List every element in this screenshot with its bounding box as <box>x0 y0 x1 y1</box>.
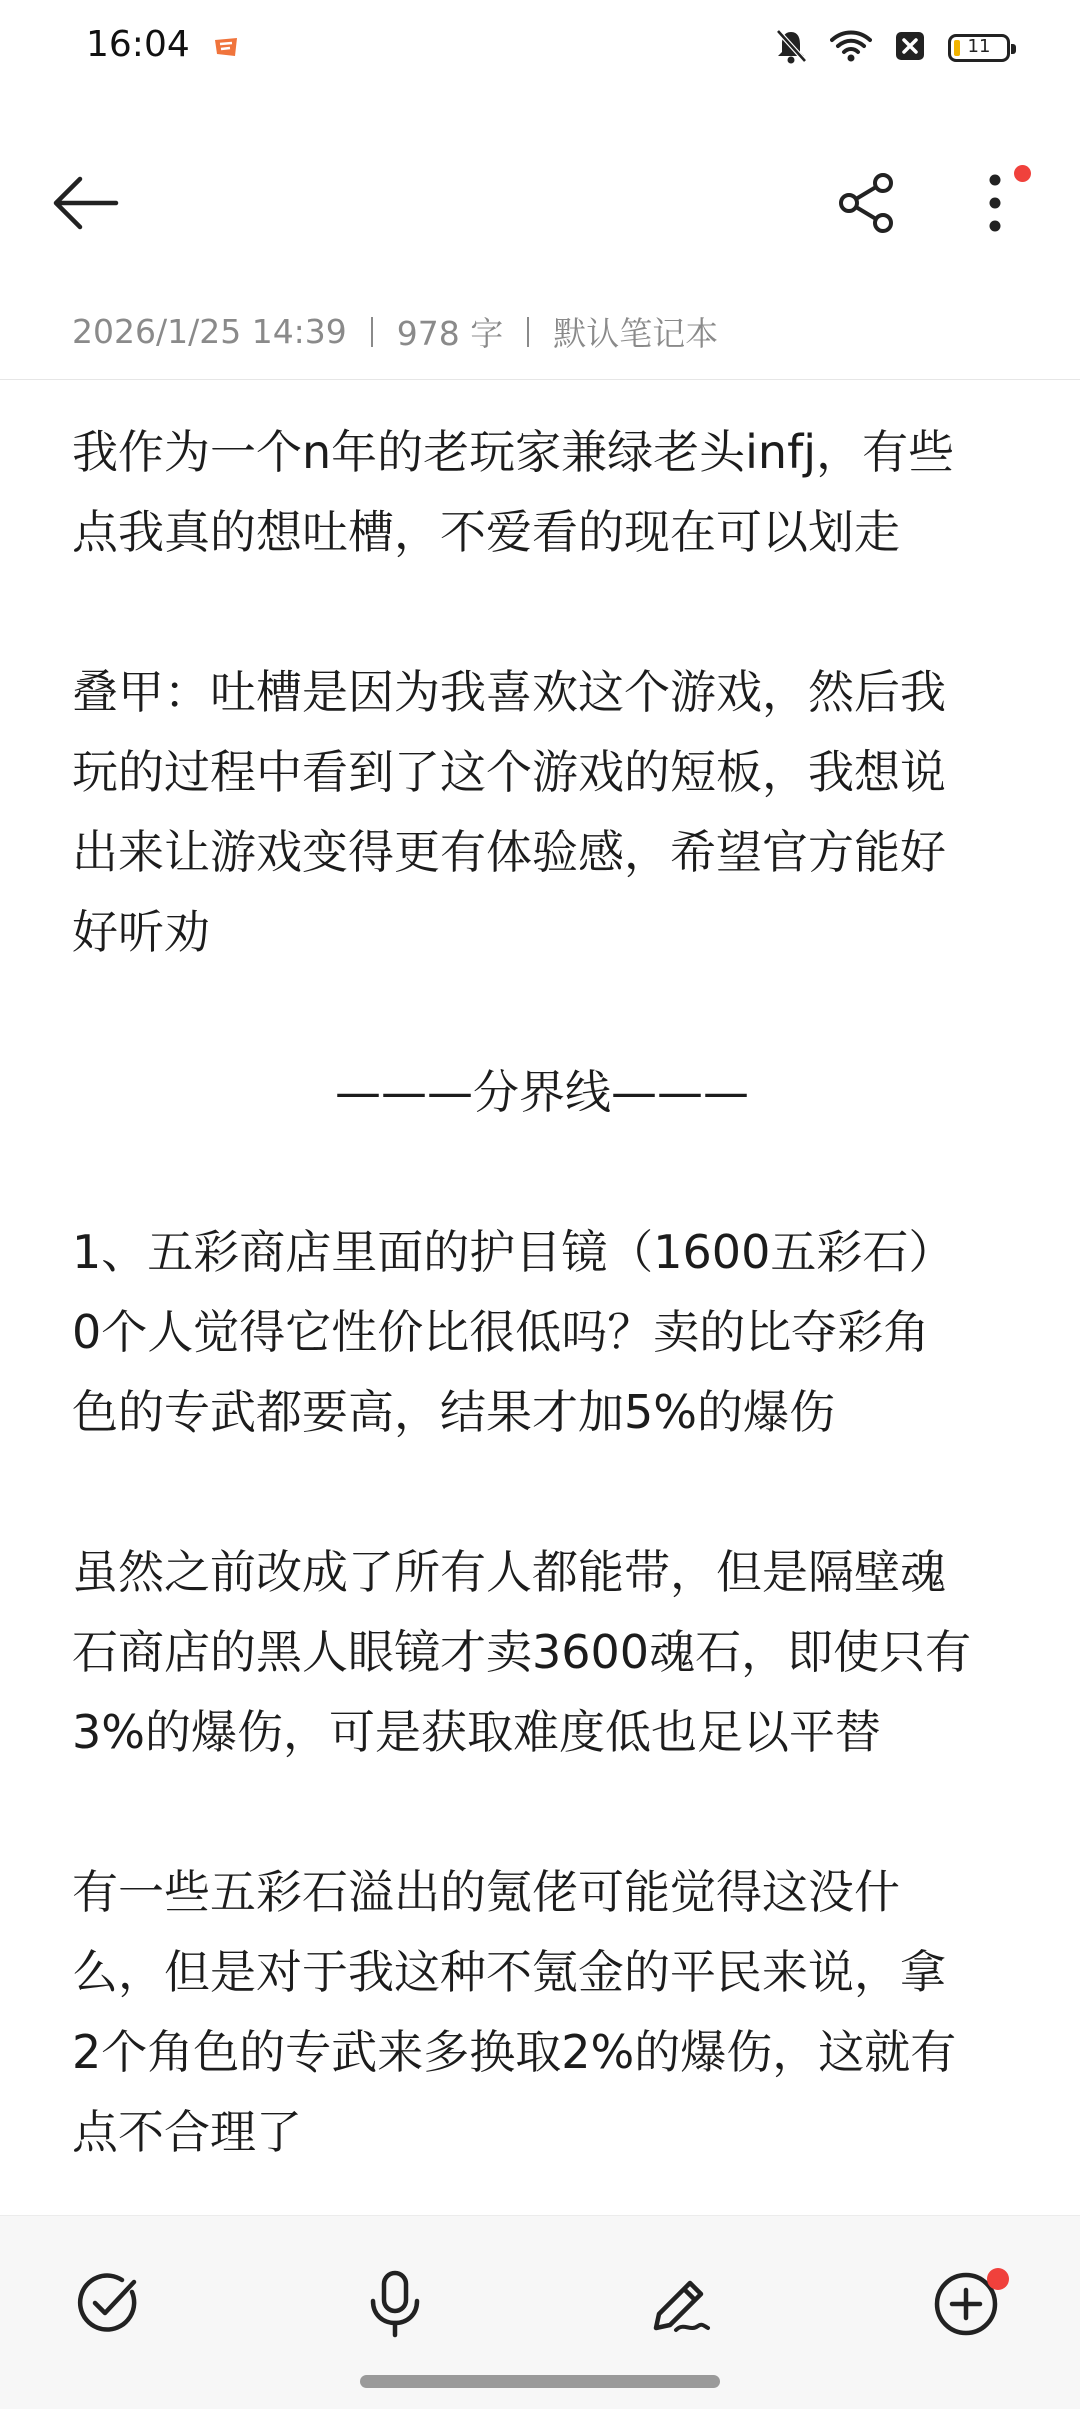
note-line: 点不合理了 <box>72 2105 302 2159</box>
back-button[interactable] <box>40 160 130 250</box>
note-line: 3%的爆伤，可是获取难度低也足以平替 <box>72 1705 881 1759</box>
note-body[interactable] <box>72 412 1012 2172</box>
note-line: 1、五彩商店里面的护目镜（1600五彩石） <box>72 1225 955 1279</box>
share-button[interactable] <box>822 160 912 250</box>
status-icons <box>774 26 1010 70</box>
checklist-icon <box>76 2272 140 2340</box>
meta-separator <box>371 317 373 347</box>
note-line: 0个人觉得它性价比很低吗？卖的比夺彩角 <box>72 1305 930 1359</box>
battery-level: 11 <box>967 36 991 57</box>
home-indicator[interactable] <box>360 2375 720 2388</box>
status-bar <box>0 0 1080 100</box>
share-icon <box>835 171 899 239</box>
note-meta <box>72 308 718 355</box>
more-options-button[interactable] <box>950 160 1040 250</box>
note-line: 玩的过程中看到了这个游戏的短板，我想说 <box>72 745 946 799</box>
voice-input-button[interactable] <box>345 2256 445 2356</box>
handwriting-pen-icon <box>646 2270 714 2342</box>
notification-badge <box>1014 165 1031 182</box>
note-line: 叠甲：吐槽是因为我喜欢这个游戏，然后我 <box>72 665 946 719</box>
divider-text: ———分界线——— <box>335 1065 749 1119</box>
back-arrow-icon <box>50 175 120 235</box>
checklist-button[interactable] <box>58 2256 158 2356</box>
note-notebook-selector[interactable]: 默认笔记本 <box>553 314 719 353</box>
microphone-icon <box>367 2269 423 2343</box>
sim-x-icon <box>894 30 926 66</box>
note-word-count: 978 字 <box>396 314 504 353</box>
note-line: 有一些五彩石溢出的氪佬可能觉得这没什 <box>72 1865 900 1919</box>
note-line: 石商店的黑人眼镜才卖3600魂石，即使只有 <box>72 1625 972 1679</box>
notification-badge <box>987 2268 1009 2290</box>
wifi-icon <box>830 29 872 67</box>
handwriting-button[interactable] <box>630 2256 730 2356</box>
more-vertical-icon <box>985 172 1005 238</box>
mute-bell-icon <box>774 28 808 68</box>
notification-app-icon <box>212 36 240 58</box>
meta-separator <box>527 317 529 347</box>
note-line: 好听劝 <box>72 905 210 959</box>
status-time: 16:04 <box>86 24 190 65</box>
note-line: 色的专武都要高，结果才加5%的爆伤 <box>72 1385 835 1439</box>
note-line: 么，但是对于我这种不氪金的平民来说，拿 <box>72 1945 946 1999</box>
note-line: 2个角色的专武来多换取2%的爆伤，这就有 <box>72 2025 957 2079</box>
note-line: 虽然之前改成了所有人都能带，但是隔壁魂 <box>72 1545 946 1599</box>
note-line: 我作为一个n年的老玩家兼绿老头infj，有些 <box>72 425 955 479</box>
note-line: 出来让游戏变得更有体验感，希望官方能好 <box>72 825 946 879</box>
note-datetime: 2026/1/25 14:39 <box>72 312 347 351</box>
note-toolbar <box>0 140 1080 270</box>
battery-icon <box>948 34 1010 62</box>
add-attachment-button[interactable] <box>916 2256 1016 2356</box>
header-divider <box>0 379 1080 380</box>
note-line: 点我真的想吐槽，不爱看的现在可以划走 <box>72 505 900 559</box>
